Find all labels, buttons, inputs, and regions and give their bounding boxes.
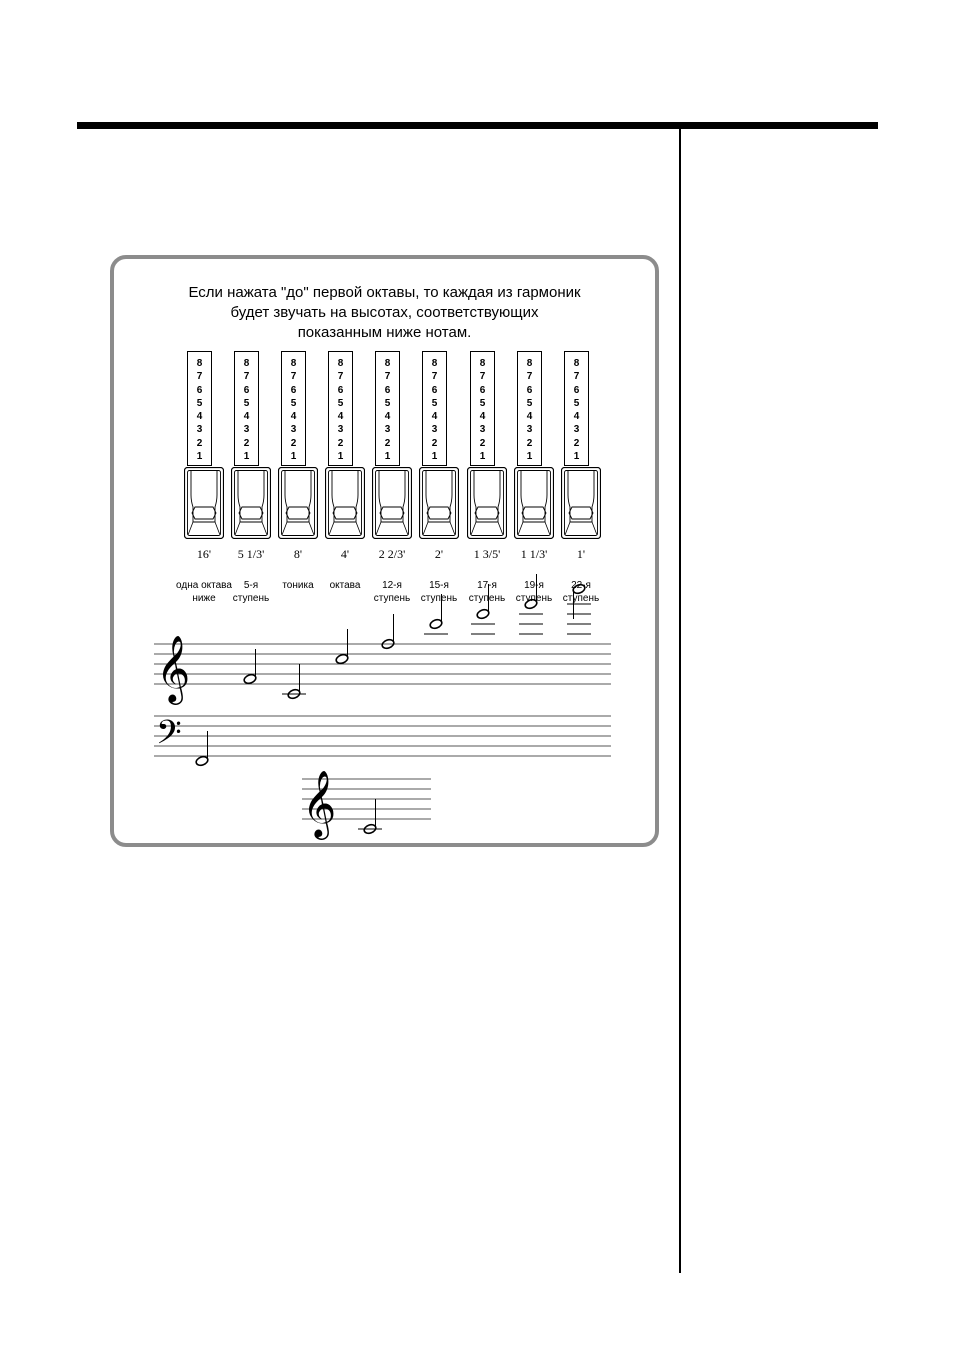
note-c-4 — [335, 653, 349, 665]
drawbar-scale-mark: 6 — [384, 384, 391, 396]
drawbar-scale-mark: 5 — [196, 397, 203, 409]
drawbar-scale-mark: 2 — [573, 437, 580, 449]
drawbar-scale-mark: 3 — [196, 424, 203, 436]
drawbar-scale-mark: 3 — [290, 424, 297, 436]
note-g-5-1-3 — [243, 673, 257, 685]
drawbar-scale-mark: 7 — [243, 371, 250, 383]
drawbar-scale-mark: 2 — [431, 437, 438, 449]
drawbar-scale-mark: 7 — [337, 371, 344, 383]
drawbar-scale-mark: 4 — [384, 411, 391, 423]
drawbar-degree-line: октава — [329, 580, 361, 591]
drawbar-degree-line: ступень — [232, 593, 270, 604]
drawbar-scale-mark: 4 — [337, 411, 344, 423]
drawbar-scale-mark: 2 — [196, 437, 203, 449]
drawbar-scale-mark: 3 — [384, 424, 391, 436]
drawbar-scale-mark: 7 — [384, 371, 391, 383]
drawbar-scale-mark: 6 — [290, 384, 297, 396]
drawbar-scale-mark: 4 — [573, 411, 580, 423]
drawbar-degree-line: тоника — [282, 580, 314, 591]
drawbar-footage: 8' — [293, 547, 303, 561]
drawbar-scale-mark: 1 — [196, 451, 203, 463]
drawbar-scale-mark: 2 — [243, 437, 250, 449]
drawbar-scale-mark: 3 — [431, 424, 438, 436]
drawbar-scale-mark: 6 — [526, 384, 533, 396]
drawbar-scale-mark: 7 — [431, 371, 438, 383]
drawbar-scale-mark: 3 — [337, 424, 344, 436]
drawbar-scale-mark: 5 — [290, 397, 297, 409]
drawbar-degree-line: 12-я — [382, 580, 402, 591]
drawbar-scale-mark: 8 — [290, 358, 297, 369]
drawbar-degree-line: 15-я — [429, 580, 449, 591]
intro-line-1: Если нажата "до" первой октавы, то каждая из гармоник — [188, 284, 581, 301]
drawbar-degree-line: ступень — [373, 593, 411, 604]
drawbar-scale-mark: 8 — [526, 358, 533, 369]
drawbar-scale-mark: 3 — [526, 424, 533, 436]
drawbar-scale-mark: 1 — [243, 451, 250, 463]
drawbar-scale-mark: 5 — [243, 397, 250, 409]
drawbar-scale-mark: 2 — [290, 437, 297, 449]
drawbar-scale-mark: 1 — [479, 451, 486, 463]
note-e-1-3-5 — [476, 608, 490, 620]
drawbar-scale-mark: 5 — [337, 397, 344, 409]
note-c-1 — [572, 583, 586, 595]
drawbar-scale-mark: 4 — [243, 411, 250, 423]
drawbar-scale-mark: 1 — [337, 451, 344, 463]
drawbar-scale-mark: 3 — [243, 424, 250, 436]
drawbar-scale-mark: 6 — [337, 384, 344, 396]
drawbar-scale-mark: 1 — [573, 451, 580, 463]
drawbar-scale-mark: 4 — [196, 411, 203, 423]
drawbar-scale-mark: 2 — [526, 437, 533, 449]
drawbar-scale-mark: 1 — [431, 451, 438, 463]
drawbar-degree-line: 5-я — [243, 580, 259, 591]
drawbar-scale-mark: 3 — [479, 424, 486, 436]
drawbar-scale-mark: 6 — [196, 384, 203, 396]
drawbar-footage: 16' — [196, 547, 212, 561]
drawbar-scale-mark: 3 — [573, 424, 580, 436]
drawbar-scale-mark: 6 — [573, 384, 580, 396]
drawbar-scale-mark: 8 — [384, 358, 391, 369]
harmonics-panel — [110, 255, 659, 847]
bass-clef-icon: 𝄢 — [156, 714, 182, 760]
drawbar-scale-mark: 5 — [384, 397, 391, 409]
drawbar-scale-mark: 8 — [431, 358, 438, 369]
drawbar-scale-mark: 5 — [431, 397, 438, 409]
drawbar-scale-mark: 8 — [196, 358, 203, 369]
treble-clef-icon: 𝄞 — [156, 634, 191, 702]
drawbar-scale-mark: 8 — [573, 358, 580, 369]
margin-rule — [679, 126, 681, 1273]
drawbar-scale-mark: 8 — [243, 358, 250, 369]
drawbar-scale-mark: 8 — [479, 358, 486, 369]
drawbar-degree-line: ступень — [468, 593, 506, 604]
drawbar-degree-line: 22-я — [571, 580, 591, 591]
drawbar-scale-mark: 6 — [243, 384, 250, 396]
drawbar-footage: 2 2/3' — [378, 547, 406, 561]
drawbar-footage: 4' — [340, 547, 350, 561]
drawbar-footage: 2' — [434, 547, 444, 561]
drawbar-degree-line: 17-я — [477, 580, 497, 591]
note-g-1-1-3 — [524, 598, 538, 610]
drawbar-scale-mark: 5 — [479, 397, 486, 409]
drawbar-scale-mark: 1 — [384, 451, 391, 463]
treble-clef-icon: 𝄞 — [302, 769, 337, 837]
drawbar-scale-mark: 7 — [479, 371, 486, 383]
header-rule — [77, 122, 878, 129]
drawbar-scale-mark: 7 — [526, 371, 533, 383]
drawbar-scale-mark: 1 — [290, 451, 297, 463]
drawbar-scale-mark: 2 — [384, 437, 391, 449]
drawbar-scale-mark: 4 — [479, 411, 486, 423]
drawbar-scale-mark: 4 — [526, 411, 533, 423]
drawbar-scale-mark: 2 — [337, 437, 344, 449]
drawbar-footage: 1 3/5' — [473, 547, 501, 561]
drawbar-scale-mark: 4 — [290, 411, 297, 423]
drawbar-footage: 5 1/3' — [237, 547, 265, 561]
drawbar-degree-line: ступень — [562, 593, 600, 604]
drawbar-scale-mark: 7 — [290, 371, 297, 383]
drawbar-scale-mark: 6 — [479, 384, 486, 396]
drawbar-degree-line: одна октава — [176, 580, 232, 591]
drawbar-degree-line: ступень — [420, 593, 458, 604]
drawbar-scale-mark: 2 — [479, 437, 486, 449]
intro-line-2: будет звучать на высотах, соответствующих — [230, 304, 539, 321]
drawbar-scale-mark: 7 — [196, 371, 203, 383]
drawbar-scale-mark: 8 — [337, 358, 344, 369]
drawbar-scale-mark: 7 — [573, 371, 580, 383]
drawbar-scale-mark: 5 — [526, 397, 533, 409]
drawbar-scale-mark: 6 — [431, 384, 438, 396]
drawbar-footage: 1' — [576, 547, 586, 561]
drawbar-footage: 1 1/3' — [520, 547, 548, 561]
drawbar-degree-line: ниже — [192, 593, 216, 604]
drawbar-scale-mark: 4 — [431, 411, 438, 423]
notation-area — [114, 259, 655, 843]
note-c-2 — [429, 618, 443, 630]
drawbar-degree-line: ступень — [515, 593, 553, 604]
drawbar-degree-line: 19-я — [524, 580, 544, 591]
intro-line-3: показанным ниже нотам. — [297, 324, 472, 341]
note-c-16 — [195, 755, 209, 767]
drawbar-scale-mark: 1 — [526, 451, 533, 463]
drawbar-scale-mark: 5 — [573, 397, 580, 409]
